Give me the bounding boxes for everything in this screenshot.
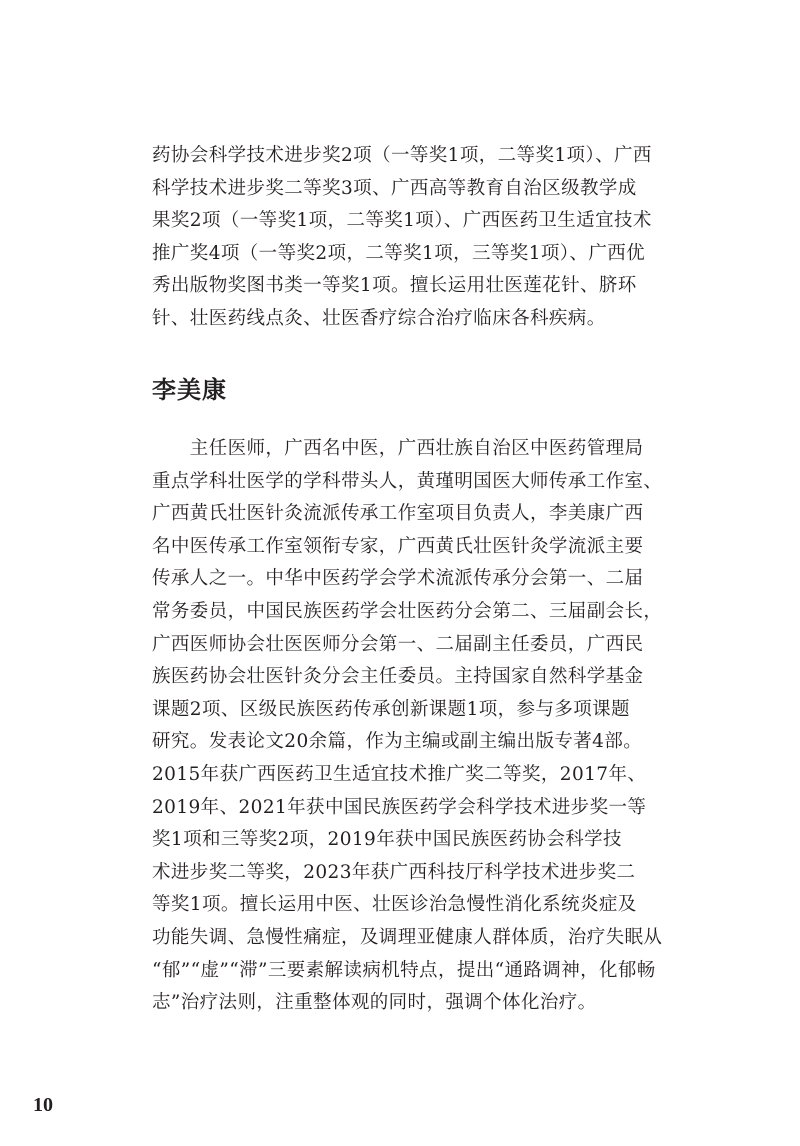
person-name-heading: 李美康 [152, 376, 227, 404]
bio-line: 族医药协会壮医针灸分会主任委员。主持国家自然科学基金 [152, 666, 644, 688]
intro-line: 科学技术进步奖二等奖3项、广西高等教育自治区级教学成 [152, 177, 637, 199]
bio-line: 广西黄氏壮医针灸流派传承工作室项目负责人，李美康广西 [152, 503, 644, 525]
bio-line: 名中医传承工作室领衔专家，广西黄氏壮医针灸学流派主要 [152, 535, 644, 557]
bio-line: 术进步奖二等奖，2023年获广西科技厅科学技术进步奖二 [152, 861, 636, 883]
bio-line: 课题2项、区级民族医药传承创新课题1项，参与多项课题 [152, 698, 630, 720]
bio-line: 2019年、2021年获中国民族医药学会科学技术进步奖一等 [152, 796, 647, 818]
bio-line: 主任医师，广西名中医，广西壮族自治区中医药管理局 [152, 438, 644, 459]
intro-paragraph [152, 140, 652, 336]
bio-line: 研究。发表论文20余篇，作为主编或副主编出版专著4部。 [152, 731, 643, 753]
bio-line: 功能失调、急慢性痛症，及调理亚健康人群体质，治疗失眠从 [152, 926, 663, 948]
page-number: 10 [33, 1094, 53, 1116]
intro-line: 秀出版物奖图书类一等奖1项。擅长运用壮医莲花针、脐环 [152, 275, 637, 297]
bio-line: 2015年获广西医药卫生适宜技术推广奖二等奖，2017年、 [152, 763, 647, 785]
bio-paragraph [152, 433, 663, 1020]
intro-line: 推广奖4项（一等奖2项，二等奖1项，三等奖1项）、广西优 [152, 242, 646, 264]
intro-line: 针、壮医药线点灸、壮医香疗综合治疗临床各科疾病。 [152, 307, 606, 329]
intro-line: 果奖2项（一等奖1项，二等奖1项）、广西医药卫生适宜技术 [152, 210, 652, 232]
bio-line: 常务委员，中国民族医药学会壮医药分会第二、三届副会长， [152, 600, 663, 622]
bio-line: 等奖1项。擅长运用中医、壮医诊治急慢性消化系统炎症及 [152, 894, 637, 916]
bio-line: 传承人之一。中华中医药学会学术流派传承分会第一、二届 [152, 568, 644, 590]
bio-line: 志”治疗法则，注重整体观的同时，强调个体化治疗。 [152, 992, 597, 1014]
bio-line: 奖1项和三等奖2项，2019年获中国民族医药协会科学技 [152, 829, 622, 851]
bio-line: 重点学科壮医学的学科带头人，黄瑾明国医大师传承工作室、 [152, 470, 663, 492]
bio-line: “郁”“虚”“滞”三要素解读病机特点，提出“通路调神，化郁畅 [152, 959, 656, 981]
bio-line: 广西医师协会壮医医师分会第一、二届副主任委员，广西民 [152, 633, 644, 655]
intro-line: 药协会科学技术进步奖2项（一等奖1项，二等奖1项）、广西 [152, 145, 652, 166]
